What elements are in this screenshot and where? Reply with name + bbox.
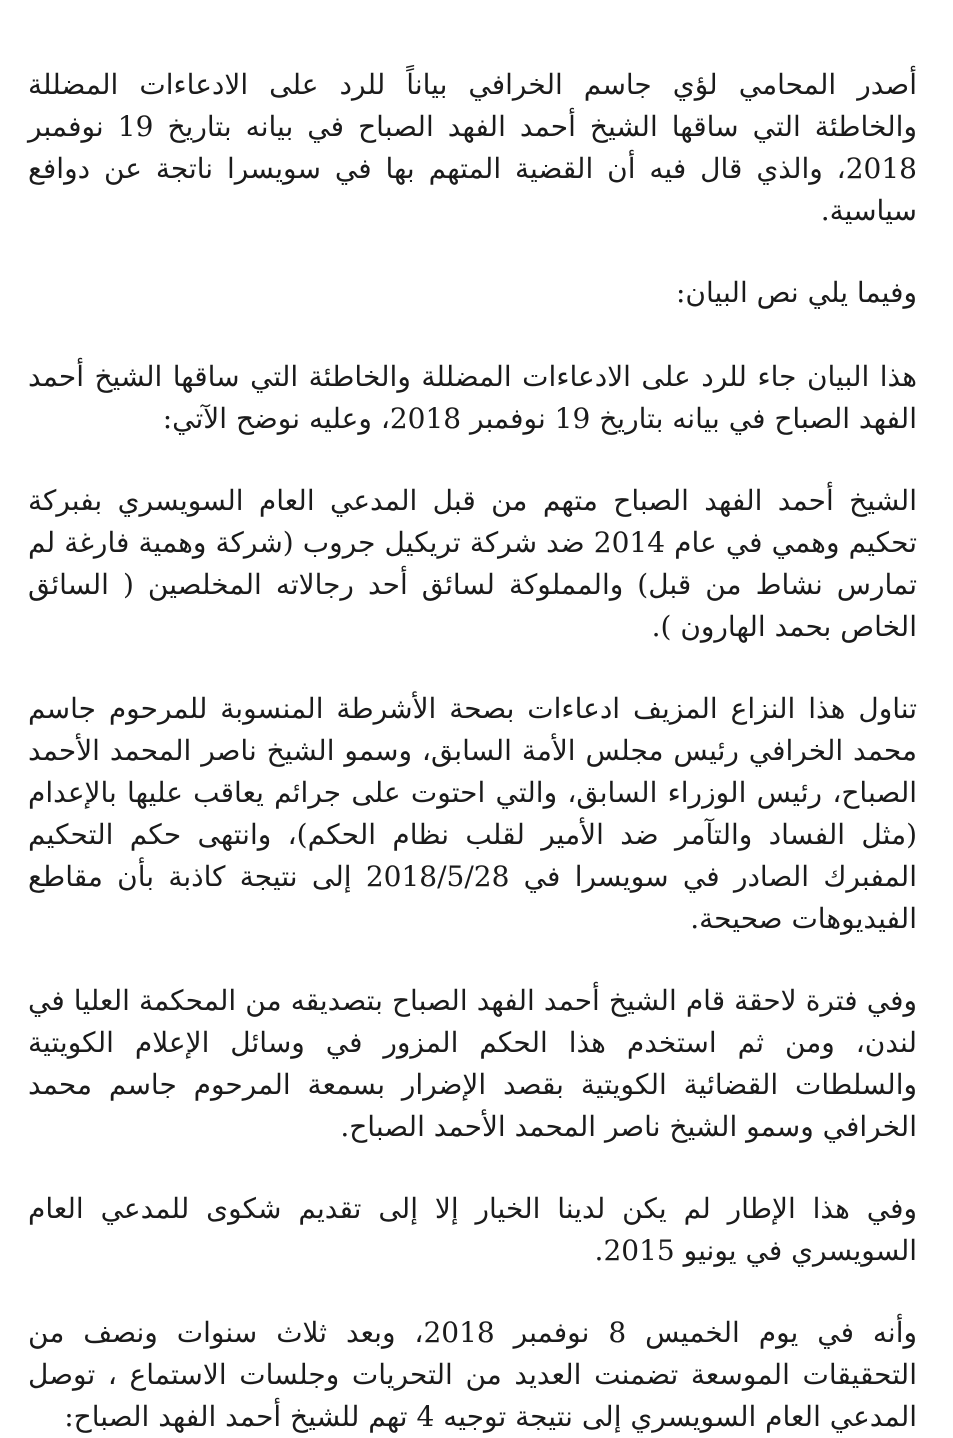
paragraph-statement-purpose: هذا البيان جاء للرد على الادعاءات المضللة والخاطئة التي ساقها الشيخ أحمد الفهد الصباح في بيانه بتاريخ 19 نوفمبر 2018، وعليه نوضح الآتي: (28, 360, 917, 435)
paragraph-intro: أصدر المحامي لؤي جاسم الخرافي بياناً للرد على الادعاءات المضللة والخاطئة التي ساقها الشيخ أحمد الفهد الصباح في بيانه بتاريخ 19 نوفمبر 2018، والذي قال فيه أن القضية المتهم بها في سويسرا ناتجة عن دوافع سياسية. (28, 68, 917, 227)
paragraph-charges: وأنه في يوم الخميس 8 نوفمبر 2018، وبعد ثلاث سنوات ونصف من التحقيقات الموسعة تضمنت العديد من التحريات وجلسات الاستماع ، توصل المدعي العام السويسري إلى نتيجة توجيه 4 تهم للشيخ أحمد الفهد الصباح: (28, 1316, 918, 1433)
paragraph-complaint: وفي هذا الإطار لم يكن لدينا الخيار إلا إلى تقديم شكوى للمدعي العام السويسري في يونيو 2015. (28, 1192, 917, 1267)
paragraph-statement-heading: وفيما يلي نص البيان: (675, 276, 917, 309)
paragraph-fake-dispute: تناول هذا النزاع المزيف ادعاءات بصحة الأشرطة المنسوبة للمرحوم جاسم محمد الخرافي رئيس مجلس الأمة السابق، وسمو الشيخ ناصر المحمد الأحمد الصباح، رئيس الوزراء السابق، والتي احتوت على جرائم يعاقب عليها بالإعدام (مثل الفساد والتآمر ضد الأمير لقلب نظام الحكم)، وانتهى حكم التحكيم المفبرك الصادر في سويسرا في 2018/5/28 إلى نتيجة كاذبة بأن مقاطع الفيديوهات صحيحة. (28, 692, 917, 935)
paragraph-london-ratification: وفي فترة لاحقة قام الشيخ أحمد الفهد الصباح بتصديقه من المحكمة العليا في لندن، ومن ثم استخدم هذا الحكم المزور في وسائل الإعلام الكويتية والسلطات القضائية الكويتية بقصد الإضرار بسمعة المرحوم جاسم محمد الخرافي وسمو الشيخ ناصر المحمد الأحمد الصباح. (28, 984, 917, 1143)
paragraph-accusation: الشيخ أحمد الفهد الصباح متهم من قبل المدعي العام السويسري بفبركة تحكيم وهمي في عام 2014 ضد شركة تريكيل جروب (شركة وهمية فارغة لم تمارس نشاط من قبل) والمملوكة لسائق أحد رجالاته المخلصين ( السائق الخاص بحمد الهارون ). (28, 484, 917, 643)
